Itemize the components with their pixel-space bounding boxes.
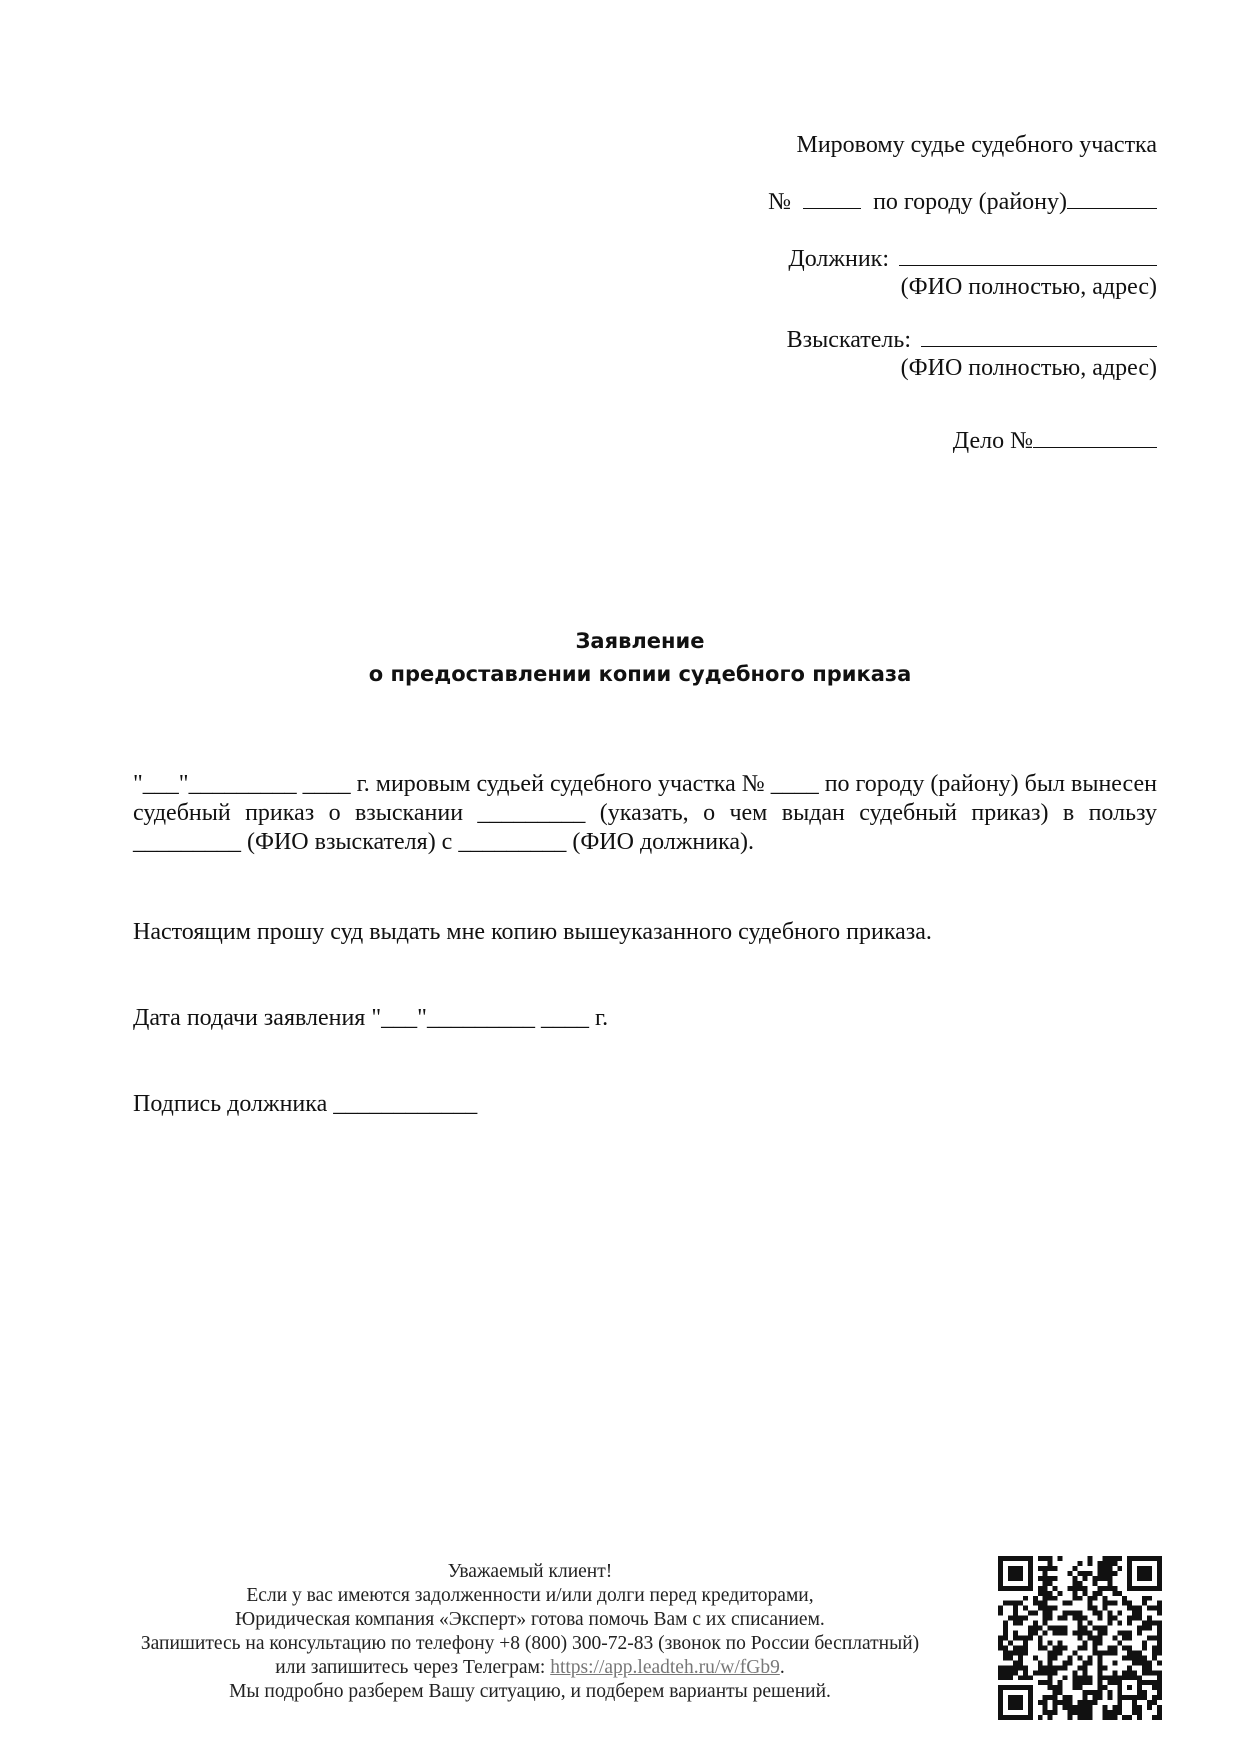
footer-line-6: Мы подробно разберем Вашу ситуацию, и подберем варианты решений. <box>229 1681 831 1702</box>
court-number-field[interactable] <box>803 186 861 209</box>
case-number-field[interactable] <box>1033 425 1157 448</box>
debtor-field[interactable] <box>899 243 1157 266</box>
footer-line-5 <box>100 1656 960 1680</box>
creditor-field[interactable] <box>921 324 1157 347</box>
telegram-link[interactable]: https://app.leadteh.ru/w/fGb9 <box>550 1657 780 1678</box>
footer-line-3: Юридическая компания «Эксперт» готова помочь Вам с их списанием. <box>235 1609 825 1630</box>
number-sign: № <box>768 189 792 215</box>
order-details-paragraph: "___"_________ ____ г. мировым судьей судебного участка № ____ по городу (району) был вынесен судебный приказ о взыскании _________ (указать, о чем выдан судебный приказ) в пользу _________ (ФИО взыскателя) с _________ (ФИО должника). <box>133 771 1157 855</box>
request-paragraph: Настоящим прошу суд выдать мне копию вышеуказанного судебного приказа. <box>133 919 932 945</box>
filing-date-line: Дата подачи заявления "___"_________ ____ г. <box>133 1005 609 1031</box>
link-period: . <box>779 1657 785 1678</box>
debtor-hint: (ФИО полностью, адрес) <box>900 274 1157 300</box>
case-line <box>637 425 1157 456</box>
footer-line-2: Если у вас имеются задолженности и/или долги перед кредиторами, <box>246 1585 814 1606</box>
footer-line-1: Уважаемый клиент! <box>447 1561 613 1582</box>
title-line-1: Заявление <box>575 629 705 653</box>
creditor-label: Взыскатель: <box>786 327 911 353</box>
document-title <box>0 625 1240 691</box>
creditor-hint: (ФИО полностью, адрес) <box>900 355 1157 381</box>
signature-line: Подпись должника ____________ <box>133 1091 478 1117</box>
qr-code-icon[interactable] <box>998 1556 1162 1720</box>
city-label: по городу (району) <box>873 189 1067 215</box>
creditor-line <box>637 324 1157 355</box>
title-line-2: о предоставлении копии судебного приказа <box>368 662 912 686</box>
debtor-label: Должник: <box>788 246 889 272</box>
case-label: Дело № <box>952 428 1033 454</box>
court-number-line <box>637 186 1157 217</box>
city-field[interactable] <box>1067 186 1157 209</box>
telegram-label: или запишитесь через Телеграм: <box>275 1657 546 1678</box>
addressee-block <box>637 130 1157 456</box>
advert-footer <box>100 1560 960 1704</box>
debtor-line <box>637 243 1157 274</box>
court-line: Мировому судье судебного участка <box>796 132 1157 158</box>
footer-line-4: Запишитесь на консультацию по телефону +8 (800) 300-72-83 (звонок по России бесплатный) <box>140 1633 920 1654</box>
